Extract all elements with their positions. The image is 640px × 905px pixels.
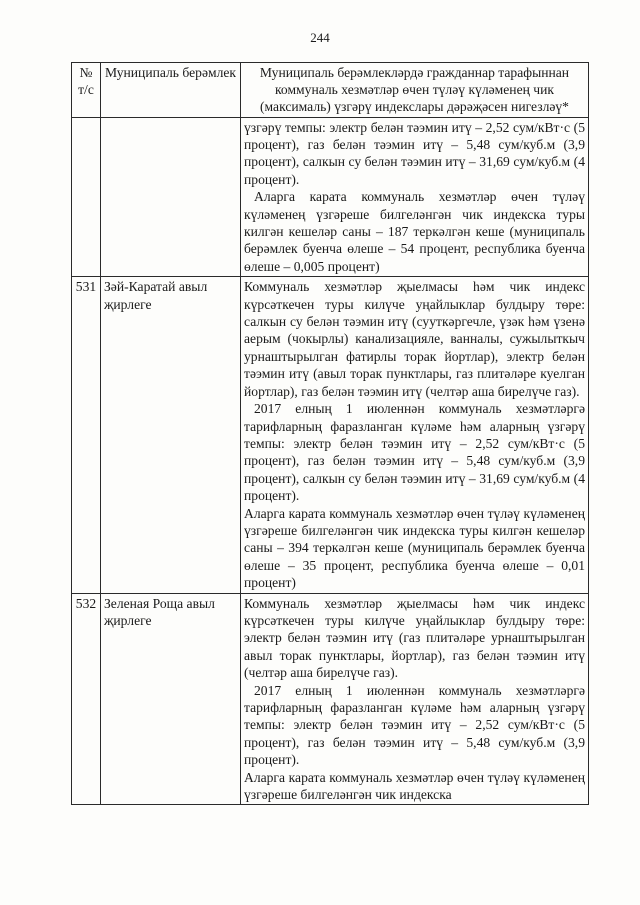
table-row (72, 593, 589, 805)
paragraph: 2017 елның 1 июленнән коммуналь хезмәтләргә тарифларның фаразланган күләме һәм аларның үзгәрү темпы: электр белән тәэмин итү – 2,52 сум/кВт·с (5 процент), газ белән тәэмин итү – 5,48 сум/куб.м (3,9 процент). (244, 682, 585, 768)
page-number: 244 (310, 30, 330, 45)
paragraph: Аларга карата коммуналь хезмәтләр өчен түләү күләменең үзгәреше билгеләнгән чик индекска туры килгән кешеләр саны – 187 теркәлгән кеше (муниципаль берәмлек буенча өлеше – 54 процент, республика буенча өлеше – 0,005 процент) (244, 189, 585, 274)
tariff-index-table (71, 62, 589, 805)
municipality-name: Зәй-Каратай авыл җирлеге (101, 277, 241, 593)
paragraph: үзгәрү темпы: электр белән тәэмин итү – 2,52 сум/кВт·с (5 процент), газ белән тәэмин итү – 5,48 сум/куб.м (3,9 процент), салкын су белән тәэмин итү – 31,69 сум/куб.м (4 процент). (244, 119, 585, 187)
municipality-name (101, 117, 241, 277)
municipality-name: Зеленая Роща авыл җирлеге (101, 593, 241, 805)
header-index: Муниципаль берәмлекләрдә гражданнар тарафыннан коммуналь хезмәтләр өчен түләү күләменең чик (максималь) үзгәрү индекслары дәрәҗәсен нигезләү* (241, 63, 589, 118)
header-municipality: Муниципаль берәмлек (101, 63, 241, 118)
paragraph: Коммуналь хезмәтләр җыелмасы һәм чик индекс күрсәткечен туры килүче уңайлыклар булдыру төре: салкын су белән тәэмин итү (сууткәргечле, үзәк һәм үзенә аерым (чокырлы) канализацияле, ванналы, сужылыткыч урнаштырылган фатирлы торак йортлар), электр белән тәэмин итү (авыл торак пунктлары, газ плитәләре куелган йортлар), газ белән тәэмин итү (челтәр аша бирелүче газ). (244, 279, 585, 399)
table-row (72, 277, 589, 593)
index-description (241, 117, 589, 277)
row-number (72, 117, 101, 277)
row-number: 532 (72, 593, 101, 805)
paragraph: 2017 елның 1 июленнән коммуналь хезмәтләргә тарифларның фаразланган күләме һәм аларның үзгәрү темпы: электр белән тәэмин итү – 2,52 сум/кВт·с (5 процент), газ белән тәэмин итү – 5,48 сум/куб.м (3,9 процент), салкын су белән тәэмин итү – 31,69 сум/куб.м (4 процент). (244, 401, 585, 504)
row-number: 531 (72, 277, 101, 593)
index-description (241, 277, 589, 593)
paragraph: Аларга карата коммуналь хезмәтләр өчен түләү күләменең үзгәреше билгеләнгән чик индекска (244, 769, 585, 803)
paragraph: Коммуналь хезмәтләр җыелмасы һәм чик индекс күрсәткечен туры килүче уңайлыклар булдыру төре: электр белән тәэмин итү (газ плитәләре урнаштырылган авыл торак пунктлары, йортлар), газ белән тәэмин итү (челтәр аша бирелүче газ). (244, 595, 585, 681)
paragraph: Аларга карата коммуналь хезмәтләр өчен түләү күләменең үзгәреше билгеләнгән чик индекска туры килгән кешеләр саны – 394 теркәлгән кеше (муниципаль берәмлек буенча өлеше – 35 процент, республика буенча өлеше – 0,01 процент) (244, 505, 585, 591)
table-header-row (72, 63, 589, 118)
header-number: № т/с (72, 63, 101, 118)
index-description (241, 593, 589, 805)
table-row (72, 117, 589, 277)
